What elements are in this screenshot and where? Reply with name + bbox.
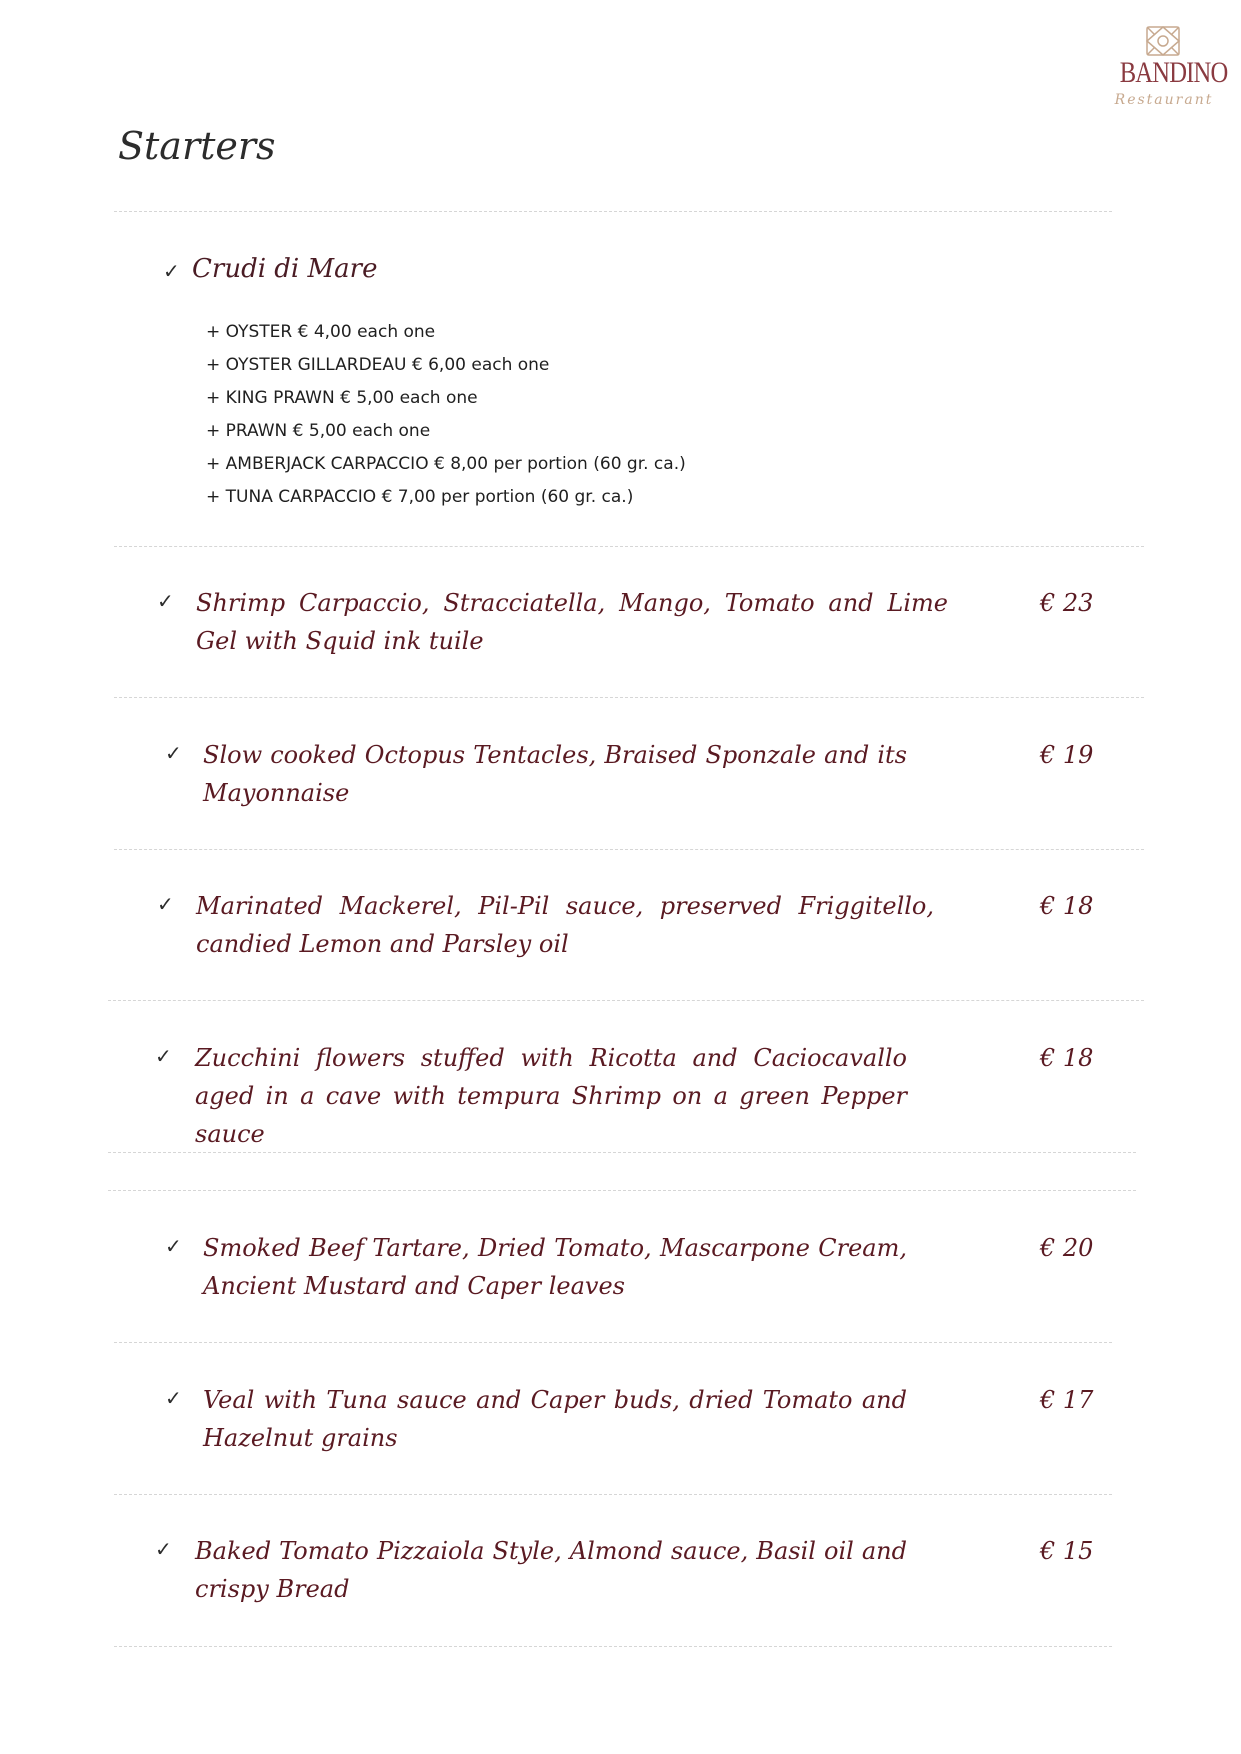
list-item: + KING PRAWN € 5,00 each one <box>206 388 478 408</box>
crudi-list <box>206 316 686 514</box>
divider <box>108 1190 1136 1191</box>
checkmark-icon: ✓ <box>155 1537 172 1561</box>
checkmark-icon: ✓ <box>157 589 174 613</box>
crudi-title: Crudi di Mare <box>192 254 378 284</box>
checkmark-icon: ✓ <box>155 1044 172 1068</box>
list-item: + PRAWN € 5,00 each one <box>206 421 431 441</box>
dish-description: Smoked Beef Tartare, Dried Tomato, Mascarpone Cream, Ancient Mustard and Caper leaves <box>203 1234 907 1300</box>
checkmark-icon: ✓ <box>165 1386 182 1410</box>
list-item: + AMBERJACK CARPACCIO € 8,00 per portion (60 gr. ca.) <box>206 454 686 474</box>
checkmark-icon: ✓ <box>157 892 174 916</box>
brand-name: BANDINO <box>1119 56 1228 89</box>
checkmark-icon: ✓ <box>165 741 182 765</box>
dish-price: € 20 <box>1040 1234 1094 1262</box>
restaurant-logo <box>1104 20 1228 112</box>
divider <box>114 211 1112 212</box>
divider <box>114 1342 1112 1343</box>
bandino-emblem-icon <box>1144 24 1182 58</box>
checkmark-icon: ✓ <box>163 259 180 283</box>
divider <box>108 1000 1144 1001</box>
divider <box>114 1494 1112 1495</box>
checkmark-icon: ✓ <box>165 1234 182 1258</box>
dish-description: Slow cooked Octopus Tentacles, Braised Sponzale and its Mayonnaise <box>203 741 907 807</box>
divider <box>114 546 1144 547</box>
list-item: + OYSTER € 4,00 each one <box>206 322 436 342</box>
dish-price: € 15 <box>1040 1537 1094 1565</box>
dish-price: € 17 <box>1040 1386 1094 1414</box>
list-item: + TUNA CARPACCIO € 7,00 per portion (60 gr. ca.) <box>206 487 634 507</box>
divider <box>114 1646 1112 1647</box>
list-item: + OYSTER GILLARDEAU € 6,00 each one <box>206 355 550 375</box>
dish-price: € 19 <box>1040 741 1094 769</box>
divider <box>114 697 1144 698</box>
dish-description: Baked Tomato Pizzaiola Style, Almond sauce, Basil oil and crispy Bread <box>195 1537 907 1603</box>
dish-description: Marinated Mackerel, Pil-Pil sauce, preserved Friggitello, candied Lemon and Parsley oil <box>196 892 934 958</box>
dish-price: € 23 <box>1040 589 1094 617</box>
divider <box>108 1152 1136 1153</box>
dish-price: € 18 <box>1040 1044 1094 1072</box>
dish-description: Zucchini flowers stuffed with Ricotta and Caciocavallo aged in a cave with tempura Shrimp on a green Pepper sauce <box>195 1044 907 1148</box>
dish-description: Shrimp Carpaccio, Stracciatella, Mango, Tomato and Lime Gel with Squid ink tuile <box>196 589 948 655</box>
brand-subtitle: Restaurant <box>1114 92 1214 108</box>
divider <box>114 849 1144 850</box>
dish-description: Veal with Tuna sauce and Caper buds, dried Tomato and Hazelnut grains <box>203 1386 907 1452</box>
section-title: Starters <box>118 124 276 168</box>
dish-price: € 18 <box>1040 892 1094 920</box>
